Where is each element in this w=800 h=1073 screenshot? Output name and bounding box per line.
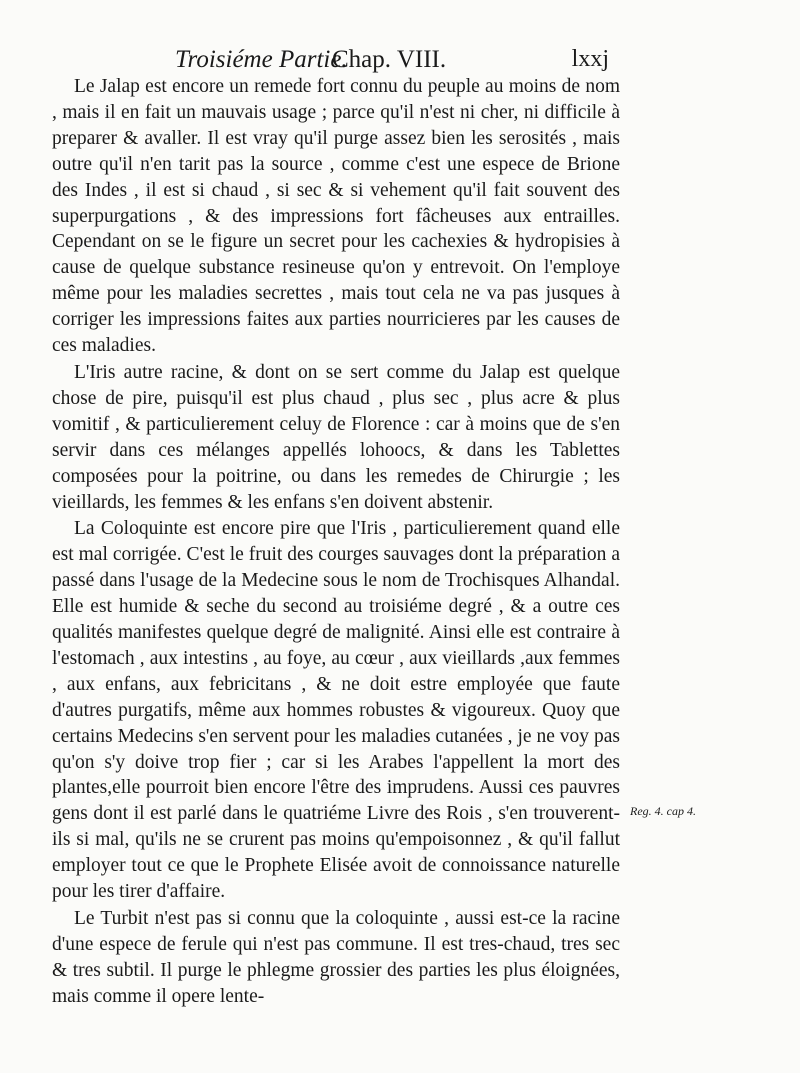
part-title: Troisiéme Partie. (175, 46, 348, 73)
chapter-title: Chap. VIII. (332, 46, 447, 73)
running-header (175, 46, 609, 76)
paragraph-coloquinte: La Coloquinte est encore pire que l'Iris , particulierement quand elle est mal corrigée. C'est le fruit des courges sauvages dont la préparation a passé dans l'usage de la Medecine sous le nom de Trochisques Alhandal. Elle est humide & seche du second au troisiéme degré , & a outre ces qualités manifestes quelque degré de malignité. Ainsi elle est contraire à l'estomach , aux intestins , au foye, au cœur , aux vieillards ,aux femmes , aux enfans, aux febricitans , & ne doit estre employée que faute d'autres purgatifs, même aux hommes robustes & vigoureux. Quoy que certains Medecins s'en servent pour les maladies cutanées , je ne voy pas qu'on s'y doive trop fier ; car si les Arabes l'appellent la mort des plantes,elle pourroit bien encore l'être des imprudens. Aussi ces pauvres gens dont il est parlé dans le quatriéme Livre des Rois , s'en trouverent-ils si mal, qu'ils ne se crurent pas moins qu'empoisonnez , & qu'il fallut employer tout ce que le Prophete Elisée avoit de connoissance naturelle pour les tirer d'affaire. (52, 518, 620, 903)
paragraph-turbit: Le Turbit n'est pas si connu que la coloquinte , aussi est-ce la racine d'une espece de ferule qui n'est pas commune. Il est tres-chaud, tres sec & tres subtil. Il purge le phlegme grossier des parties les plus éloignées, mais comme il opere lente- (52, 908, 620, 1007)
page-number: lxxj (571, 46, 609, 72)
body-text (52, 74, 620, 1011)
paragraph-jalap: Le Jalap est encore un remede fort connu du peuple au moins de nom , mais il en fait un mauvais usage ; parce qu'il n'est ni cher, ni difficile à preparer & avaller. Il est vray qu'il purge assez bien les serosités , mais outre qu'il n'en tarit pas la source , comme c'est une espece de Brione des Indes , il est si chaud , si sec & si vehement qu'il fait souvent des superpurgations , & des impressions fort fâcheuses aux entrailles. Cependant on se le figure un secret pour les cachexies & hydropisies à cause de quelque substance resineuse qu'on y entrevoit. On l'employe même pour les maladies secrettes , mais tout cela ne va pas jusques à corriger les impressions faites aux parties nourricieres par les causes de ces maladies. (52, 76, 620, 357)
paragraph-iris: L'Iris autre racine, & dont on se sert comme du Jalap est quelque chose de pire, puisqu'il est plus chaud , plus sec , plus acre & plus vomitif , & particulierement celuy de Florence : car à moins que de s'en servir dans ces mélanges appellés lohoocs, & dans les Tablettes composées pour la poitrine, ou dans les remedes de Chirurgie ; les vieillards, les femmes & les enfans s'en doivent abstenir. (52, 361, 620, 513)
marginal-reference: Reg. 4. cap 4. (630, 804, 696, 818)
